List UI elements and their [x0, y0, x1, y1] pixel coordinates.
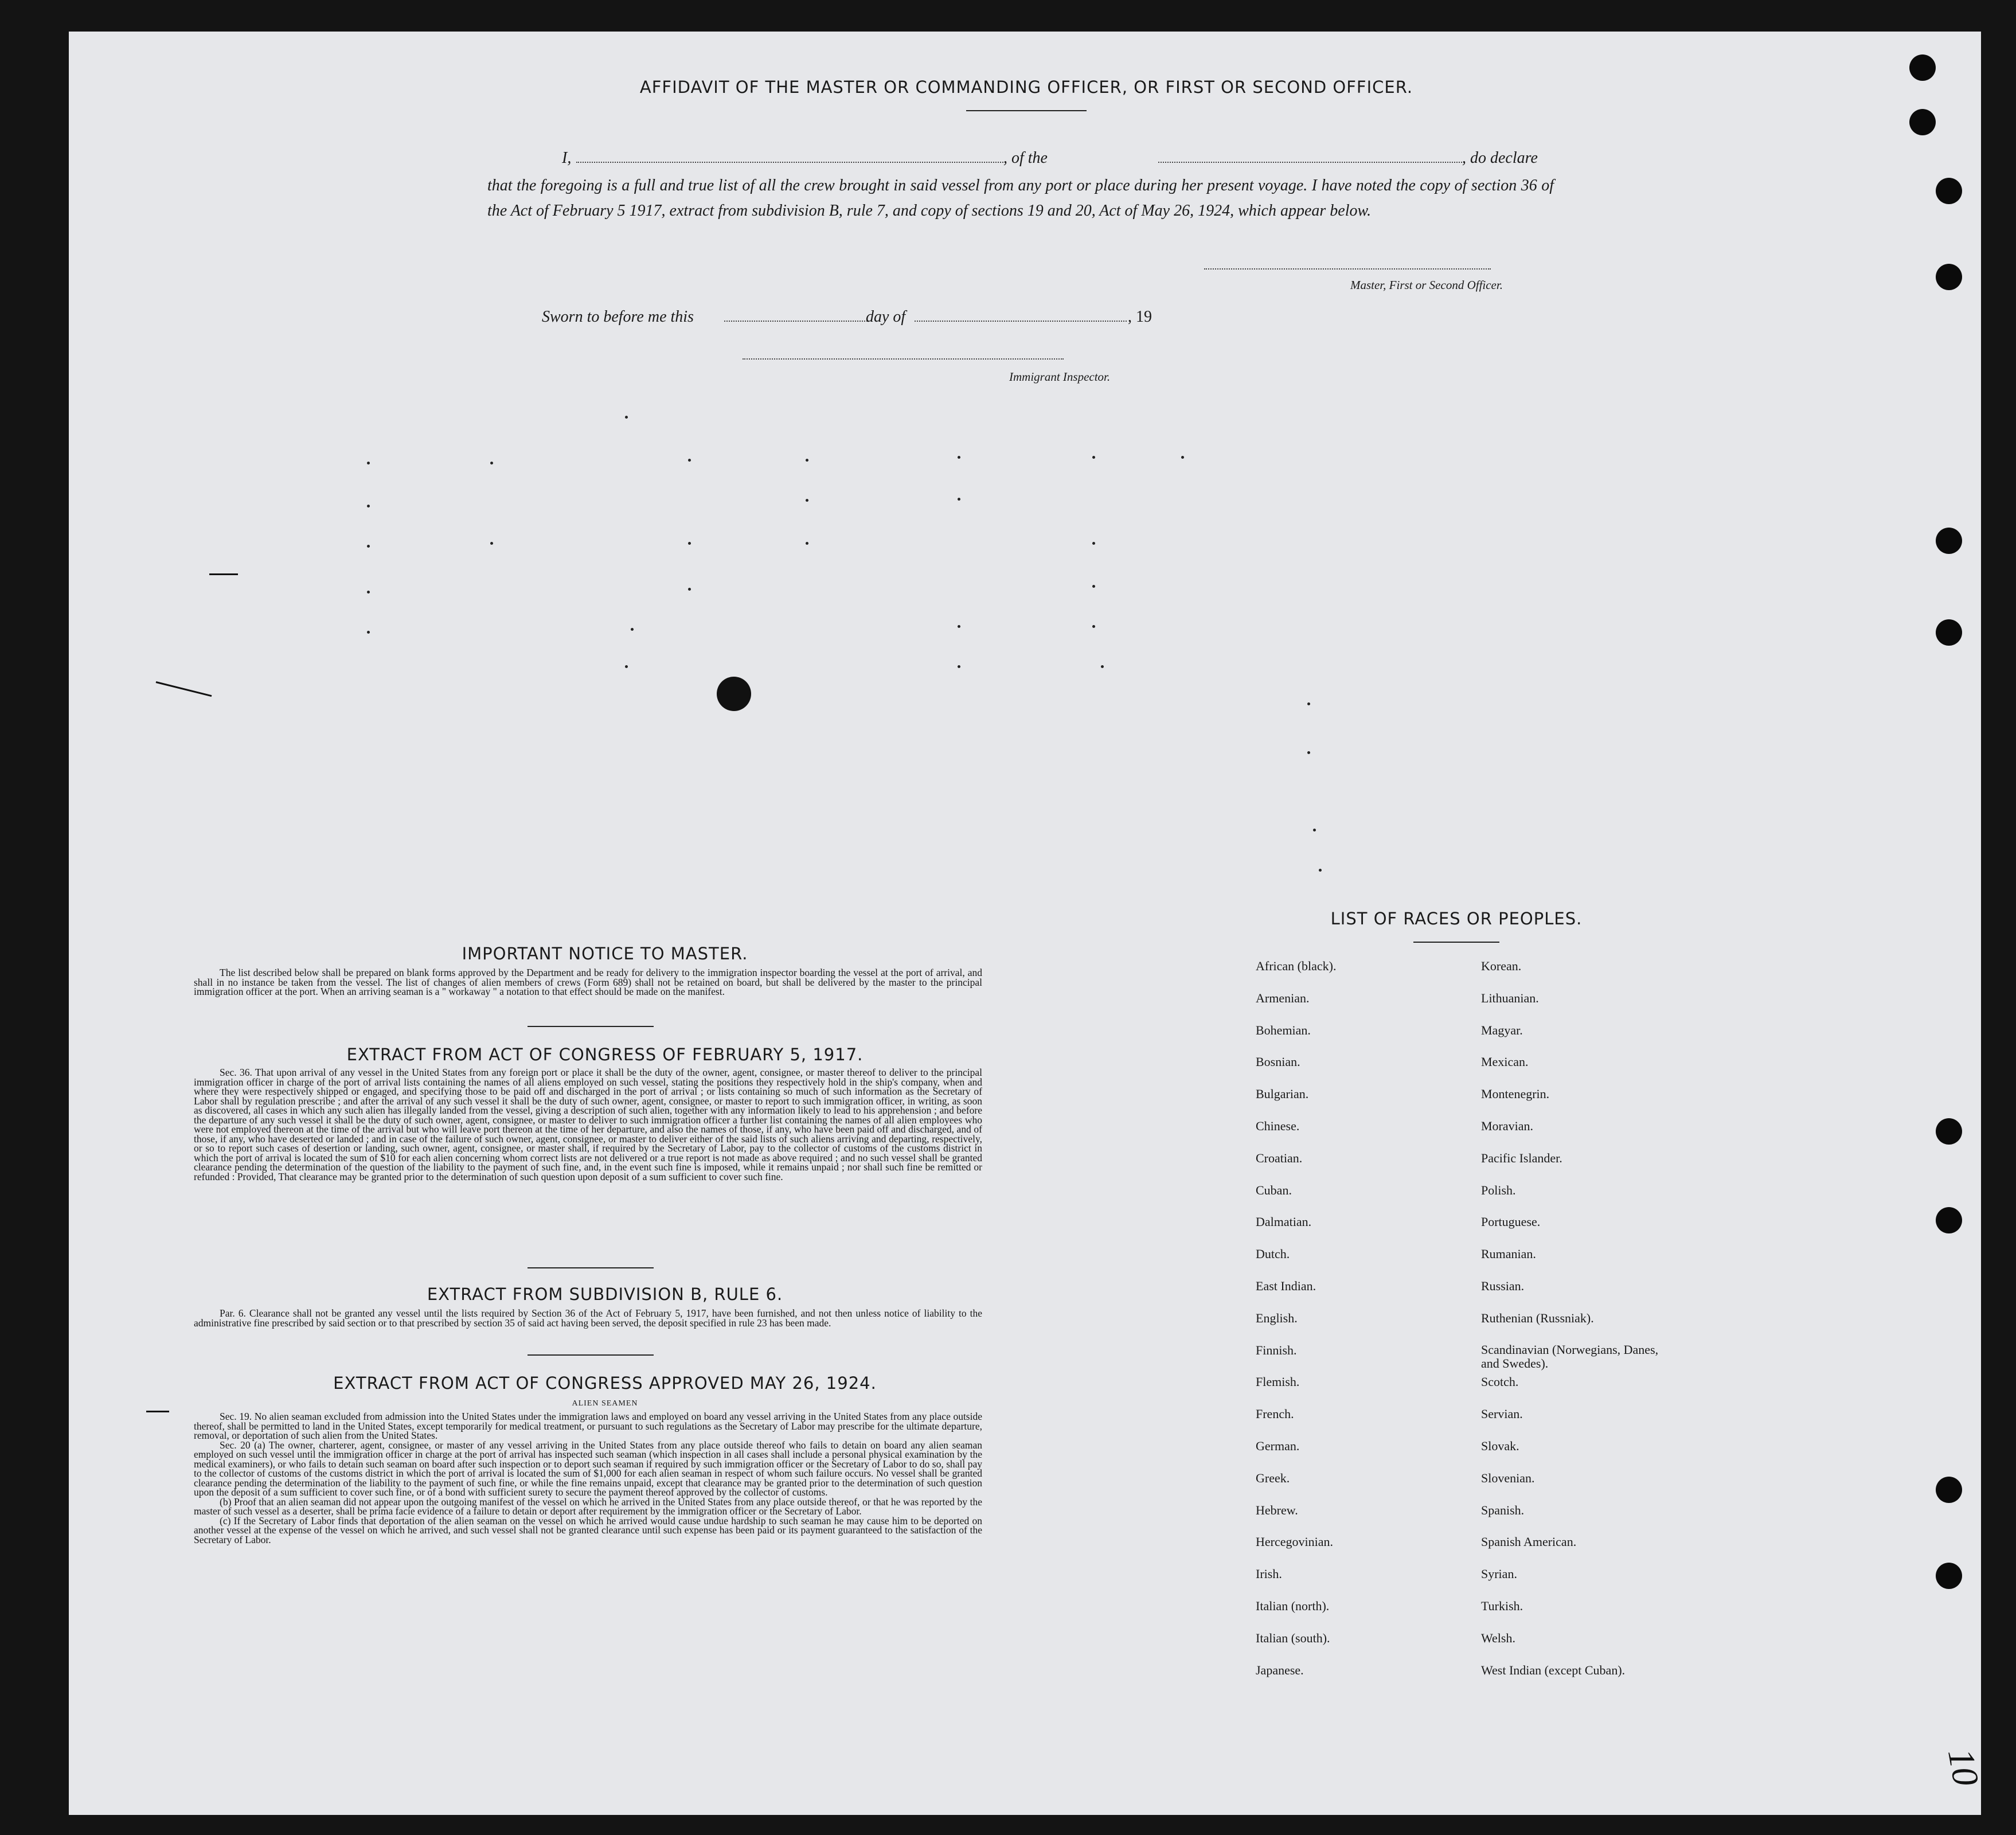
paper-speck [958, 456, 960, 459]
race-item: Cuban. [1256, 1182, 1292, 1197]
affidavit-body: that the foregoing is a full and true list of all the crew brought in said vessel from any port or place during her present voyage. I have noted the copy of section 36 of the Act of February 5 1917, extract from subdivision B, rule 7, and copy of sections 19 and 20, Act of May 26, 1924, which appear below. [487, 177, 1554, 220]
paper-speck [1092, 625, 1095, 628]
margin-mark [146, 1411, 169, 1412]
race-item: African (black). [1256, 959, 1337, 973]
declaration-i: I, [562, 149, 572, 167]
notice-title: IMPORTANT NOTICE TO MASTER. [462, 944, 748, 963]
ink-blot [717, 677, 751, 711]
sec-20c-paragraph: (c) If the Secretary of Labor finds that deportation of the alien seaman on the vessel on which he arrived would cause undue hardship to such seaman he may cause him to be deported on another vessel at the expense of the vessel on which he arrived, and such vessel shall not be granted clearance until such expense has been paid or its payment guaranteed to the satisfaction of the Secretary of Labor. [194, 1514, 982, 1545]
race-item: Pacific Islander. [1481, 1150, 1562, 1165]
paper-speck [1181, 456, 1184, 459]
race-item: Welsh. [1481, 1630, 1515, 1645]
paper-speck [1092, 542, 1095, 545]
race-item: Japanese. [1256, 1662, 1304, 1677]
race-item: Slovenian. [1481, 1470, 1535, 1485]
notice-paragraph: The list described below shall be prepared on blank forms approved by the Department and be ready for delivery to the immigration inspector boarding the vessel at the port of arrival, and shall in no instance be taken from the vessel. The list of changes of alien members of crews (Form 689) shall not be retained on board, but shall be delivered by the master to the principal immigration officer at the port. When an arriving seaman is a " workaway " a notation to that effect should be made on the manifest. [194, 967, 982, 997]
binder-hole [1936, 1207, 1962, 1233]
paper-speck [688, 459, 691, 462]
race-item: Ruthenian (Russniak). [1481, 1310, 1594, 1325]
paper-speck [367, 505, 370, 507]
notice-text [194, 968, 982, 997]
paper-speck [688, 588, 691, 591]
sworn-text: Sworn to before me this [542, 308, 694, 326]
race-item: Scotch. [1481, 1375, 1519, 1389]
paper-speck [806, 499, 808, 502]
race-item: Dalmatian. [1256, 1215, 1312, 1229]
binder-hole [1936, 178, 1962, 204]
race-item: Magyar. [1481, 1022, 1523, 1037]
master-name-field[interactable] [576, 162, 1003, 163]
extract-1924-subtitle: ALIEN SEAMEN [572, 1399, 638, 1408]
race-item: Servian. [1481, 1407, 1523, 1422]
rule-6-paragraph: Par. 6. Clearance shall not be granted any vessel until the lists required by Section 36 of the Act of February 5, 1917, have been furnished, and not then unless notice of liability to the administrative fine prescribed by said section or to that prescribed by section 35 of said act having been served, the deposit specified in rule 23 has been made. [194, 1307, 982, 1329]
binder-hole [1936, 1118, 1962, 1145]
paper-speck [806, 459, 808, 462]
binder-hole [1909, 54, 1936, 81]
paper-speck [490, 542, 493, 545]
race-item: Turkish. [1481, 1599, 1523, 1613]
sworn-day-of: day of [866, 308, 906, 326]
paper-speck [806, 542, 808, 545]
race-item: Hebrew. [1256, 1502, 1298, 1517]
race-item: Moravian. [1481, 1119, 1534, 1133]
paper-speck [367, 591, 370, 594]
signature-line[interactable] [1204, 268, 1491, 270]
race-item: Armenian. [1256, 990, 1310, 1005]
binder-hole [1936, 619, 1962, 646]
race-item: Spanish American. [1481, 1535, 1577, 1549]
sworn-year: , 19 [1128, 308, 1152, 326]
handwritten-page-number: 10 [1940, 1746, 1987, 1789]
paper-speck [1092, 456, 1095, 459]
race-item: Italian (south). [1256, 1630, 1330, 1645]
paper-speck [625, 665, 628, 668]
extract-rule-title: EXTRACT FROM SUBDIVISION B, RULE 6. [427, 1284, 783, 1304]
race-item: English. [1256, 1310, 1298, 1325]
race-item: Bohemian. [1256, 1022, 1311, 1037]
extract-1917-title: EXTRACT FROM ACT OF CONGRESS OF FEBRUARY 5, 1917. [346, 1045, 864, 1064]
races-title: LIST OF RACES OR PEOPLES. [1330, 909, 1583, 928]
paper-speck [1101, 665, 1104, 668]
race-item: West Indian (except Cuban). [1481, 1662, 1626, 1677]
race-item: French. [1256, 1407, 1294, 1422]
extract-1924-text [194, 1412, 982, 1544]
race-item: Flemish. [1256, 1375, 1300, 1389]
paper-speck [958, 625, 960, 628]
signature-label: Master, First or Second Officer. [1350, 278, 1503, 292]
paper-speck [1313, 829, 1316, 831]
binder-hole [1936, 264, 1962, 290]
section-36-paragraph: Sec. 36. That upon arrival of any vessel in the United States from any foreign port or place it shall be the duty of the owner, agent, consignee, or master thereof to deliver to the principal immigration officer in charge of the port of arrival lists containing the names of all aliens employed on such vessel, stating the positions they respectively hold in the ship's company, when and where they were respectively shipped or engaged, and specifying those to be paid off and discharged in the port of arrival ; or lists containing so much of such information as the Secretary of Labor shall by regulation prescribe ; and after the arrival of any such vessel it shall be the duty of such owner, agent, consignee, or master to report to such immigration officer, in writing, as soon as discovered, all cases in which any such alien has illegally landed from the vessel, giving a description of such alien, together with any information likely to lead to his apprehension ; and before the departure of any such vessel it shall be the duty of such owner, agent, consignee, or master to deliver to such immigration officer a further list containing the names of all alien employees who were not employed thereon at the time of the arrival but who will leave port thereon at the time of her departure, and also the names of those, if any, who have been paid off and discharged, and of those, if any, who have deserted or landed ; and in case of the failure of such owner, agent, consignee, or master to deliver either of the said lists of such aliens arriving and departing, respectively, or so to report such cases of desertion or landing, such owner, agent, consignee, or master shall, if required by the Secretary of Labor, pay to the collector of customs of the customs district in which the port of arrival is located the sum of $10 for each alien concerning whom correct lists are not delivered or a true report is not made as above required ; and no such vessel shall be granted clearance pending the determination of the question of the liability to the payment of such fine, and, in the event such fine is imposed, while it remains unpaid ; nor shall such fine be remitted or refunded : Provided, That clearance may be granted prior to the determination of such question upon deposit of a sum sufficient to cover such fine. [194, 1067, 982, 1182]
race-item: Syrian. [1481, 1567, 1517, 1582]
paper-speck [367, 462, 370, 464]
section-divider [528, 1026, 654, 1027]
sec-20b-paragraph: (b) Proof that an alien seaman did not appear upon the outgoing manifest of the vessel on which he arrived in the United States from any place outside thereof, or that he was reported by the master of such vessel as a deserter, shall be prima facie evidence of a failure to detain or deport after requirement by the immigration officer or the Secretary of Labor. [194, 1496, 982, 1517]
race-item: Irish. [1256, 1567, 1282, 1582]
paper-sheet [69, 32, 1981, 1815]
paper-speck [958, 498, 960, 501]
extract-1924-title: EXTRACT FROM ACT OF CONGRESS APPROVED MAY 26, 1924. [333, 1373, 877, 1393]
sec-19-paragraph: Sec. 19. No alien seaman excluded from admission into the United States under the immigration laws and employed on board any vessel arriving in the United States from any place outside thereof, shall be permitted to land in the United States, except temporarily for medical treatment, or pursuant to such regulations as the Secretary of Labor may prescribe for the ultimate departure, removal, or deportation of such alien from the United States. [194, 1411, 982, 1441]
race-item: Bosnian. [1256, 1055, 1300, 1069]
paper-speck [631, 628, 634, 631]
section-divider [528, 1267, 654, 1268]
race-item: Croatian. [1256, 1150, 1303, 1165]
paper-speck [1092, 585, 1095, 588]
race-item: Mexican. [1481, 1055, 1529, 1069]
declaration-of-the: , of the [1003, 149, 1048, 167]
binder-hole [1936, 1477, 1962, 1503]
inspector-signature-line[interactable] [743, 358, 1064, 360]
paper-speck [1307, 751, 1310, 754]
race-item: Greek. [1256, 1470, 1290, 1485]
paper-speck [367, 545, 370, 548]
paper-speck [625, 416, 628, 419]
binder-hole [1909, 109, 1936, 135]
race-item: Chinese. [1256, 1119, 1300, 1133]
race-item: Italian (north). [1256, 1599, 1330, 1613]
declaration-do-declare: , do declare [1462, 149, 1538, 167]
margin-mark [209, 573, 238, 575]
paper-speck [958, 665, 960, 668]
paper-speck [1319, 869, 1322, 872]
race-item: German. [1256, 1439, 1300, 1453]
vessel-name-field[interactable] [1158, 162, 1462, 163]
extract-rule-text [194, 1309, 982, 1328]
race-item: Hercegovinian. [1256, 1535, 1333, 1549]
title-underline [966, 110, 1087, 111]
paper-speck [1307, 702, 1310, 705]
sworn-day-field[interactable] [724, 321, 868, 322]
sec-20a-paragraph: Sec. 20 (a) The owner, charterer, agent, consignee, or master of any vessel arriving in the United States from any place outside thereof who fails to detain on board any alien seaman employed on such vessel until the immigration officer in charge at the port of arrival has inspected such seaman (which inspection in all cases shall include a personal physical examination by the medical examiners), or who fails to detain such seaman on board after such inspection or to deport such seaman if required by such immigration officer or the Secretary of Labor to do so, shall pay to the collector of customs of the customs district in which the port of arrival is located the sum of $1,000 for each alien seaman in respect of whom such failure occurs. No vessel shall be granted clearance pending the determination of the liability to the payment of such fine, or while the fine remains unpaid, except that clearance may be granted prior to the determination of such question upon the deposit of a sum sufficient to cover such fine, or of a bond with sufficient surety to secure the payment thereof approved by the collector of customs. [194, 1439, 982, 1498]
race-item: Portuguese. [1481, 1215, 1541, 1229]
affidavit-title: AFFIDAVIT OF THE MASTER OR COMMANDING OFFICER, OR FIRST OR SECOND OFFICER. [639, 77, 1413, 97]
race-item: East Indian. [1256, 1279, 1316, 1293]
binder-hole [1936, 1563, 1962, 1589]
race-item: Montenegrin. [1481, 1087, 1550, 1102]
race-item: Korean. [1481, 959, 1522, 973]
paper-speck [367, 631, 370, 634]
race-item: Rumanian. [1481, 1247, 1536, 1262]
race-item: Spanish. [1481, 1502, 1525, 1517]
paper-speck [688, 542, 691, 545]
race-item: Finnish. [1256, 1342, 1297, 1357]
race-item: Russian. [1481, 1279, 1525, 1293]
race-item: Dutch. [1256, 1247, 1290, 1262]
race-item: Polish. [1481, 1182, 1516, 1197]
binder-hole [1936, 528, 1962, 554]
section-divider [528, 1354, 654, 1356]
races-title-underline [1413, 942, 1499, 943]
race-item: Slovak. [1481, 1439, 1519, 1453]
race-item: Lithuanian. [1481, 990, 1539, 1005]
extract-1917-text [194, 1068, 982, 1181]
race-item: Scandinavian (Norwegians, Danes, and Swedes). [1481, 1342, 1659, 1371]
race-item: Bulgarian. [1256, 1087, 1309, 1102]
sworn-month-field[interactable] [915, 321, 1127, 322]
inspector-label: Immigrant Inspector. [1009, 370, 1111, 384]
paper-speck [490, 462, 493, 464]
